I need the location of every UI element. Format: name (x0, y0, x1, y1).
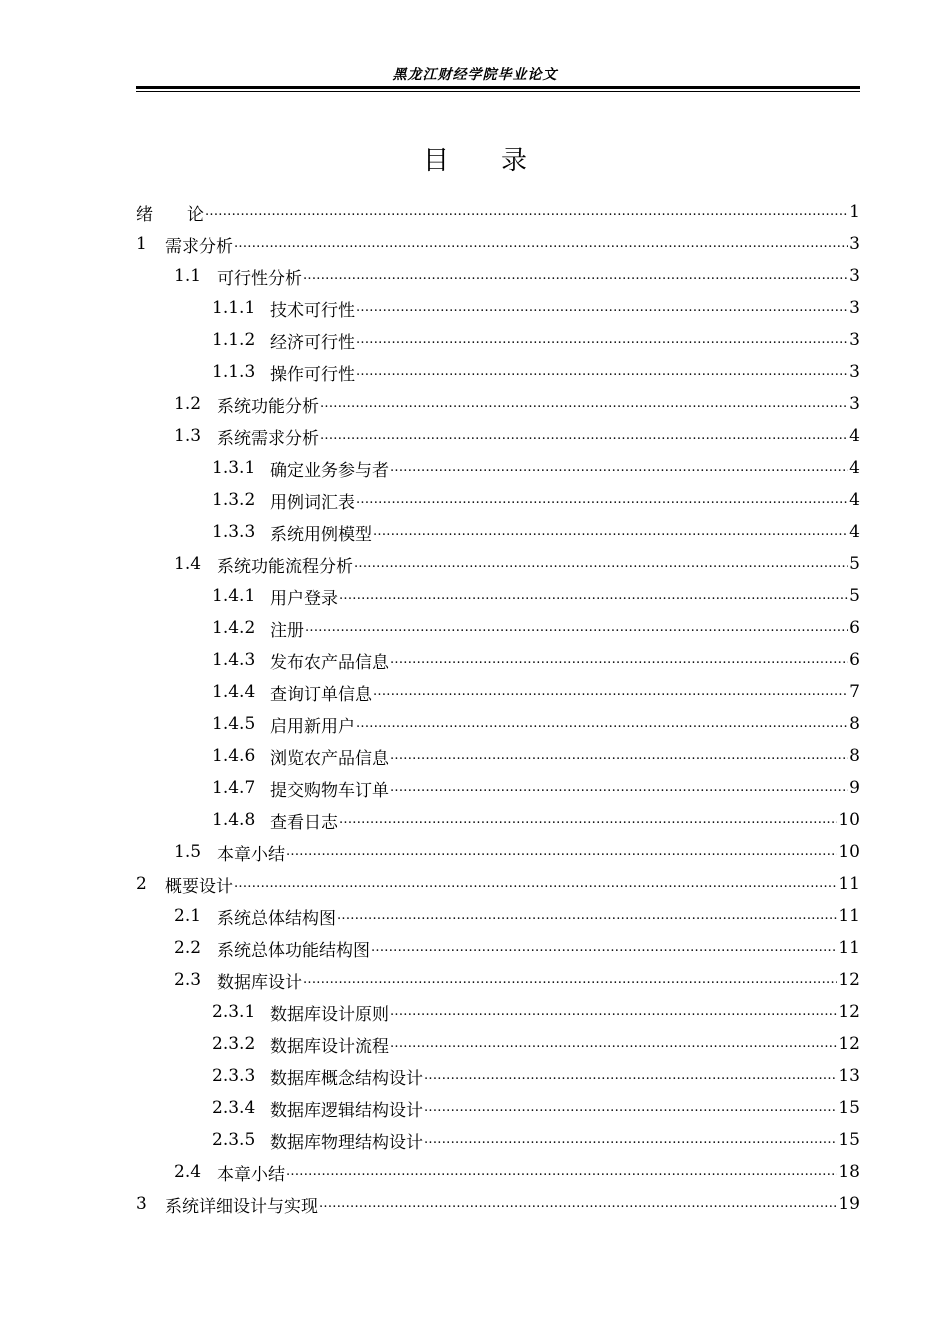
toc-entry-title: 提交购物车订单 (270, 780, 389, 801)
toc-entry-title: 系统总体功能结构图 (217, 940, 370, 961)
toc-entry[interactable] (136, 612, 860, 644)
toc-entry-title: 本章小结 (217, 1164, 285, 1185)
toc-entry-number: 2 (136, 874, 147, 894)
toc-entry-title: 需求分析 (165, 236, 233, 257)
toc-entry[interactable] (136, 676, 860, 708)
toc-entry[interactable] (136, 1092, 860, 1124)
toc-page-number: 13 (838, 1066, 860, 1086)
toc-entry-number: 1.2 (174, 394, 202, 414)
toc-entry-number: 3 (136, 1194, 147, 1214)
toc-entry[interactable] (136, 292, 860, 324)
toc-entry-number: 1.3.2 (212, 490, 256, 510)
header-rule-thin (136, 91, 860, 92)
toc-entry-number: 2.1 (174, 906, 202, 926)
toc-dot-leader (356, 364, 848, 381)
toc-page-number: 10 (838, 810, 860, 830)
toc-entry[interactable] (136, 1060, 860, 1092)
toc-dot-leader (319, 1196, 837, 1213)
toc-entry[interactable] (136, 516, 860, 548)
toc-page-number: 10 (838, 842, 860, 862)
toc-entry-title: 经济可行性 (270, 332, 355, 353)
toc-entry-number: 1.4.8 (212, 810, 256, 830)
toc-dot-leader (373, 524, 848, 541)
toc-entry[interactable] (136, 1028, 860, 1060)
toc-page-number: 11 (838, 938, 860, 958)
toc-entry[interactable] (136, 836, 860, 868)
toc-entry-number: 2.3 (174, 970, 202, 990)
toc-entry[interactable] (136, 580, 860, 612)
toc-entry-title: 可行性分析 (217, 268, 302, 289)
toc-dot-leader (390, 460, 848, 477)
toc-dot-leader (390, 1036, 837, 1053)
toc-dot-leader (373, 684, 848, 701)
toc-page-number: 3 (849, 298, 860, 318)
toc-entry-title: 系统需求分析 (217, 428, 319, 449)
toc-entry-title: 浏览农产品信息 (270, 748, 389, 769)
toc-entry-number: 1.3.1 (212, 458, 256, 478)
page-title: 目 录 (422, 146, 527, 176)
toc-entry-title: 系统用例模型 (270, 524, 372, 545)
toc-entry-title: 概要设计 (165, 876, 233, 897)
toc-page-number: 6 (849, 618, 860, 638)
toc-entry-number: 1.4.6 (212, 746, 256, 766)
toc-page-number: 7 (849, 682, 860, 702)
toc-entry-number: 1.1.2 (212, 330, 256, 350)
toc-dot-leader (339, 588, 848, 605)
toc-entry-number: 1.4 (174, 554, 202, 574)
toc-entry-number: 2.4 (174, 1162, 202, 1182)
toc-dot-leader (303, 972, 837, 989)
toc-entry-title: 系统总体结构图 (217, 908, 336, 929)
toc-entry[interactable] (136, 1124, 860, 1156)
toc-entry[interactable] (136, 388, 860, 420)
toc-entry-title: 查询订单信息 (270, 684, 372, 705)
toc-page-number: 19 (838, 1194, 860, 1214)
toc-dot-leader (424, 1068, 837, 1085)
toc-dot-leader (390, 748, 848, 765)
toc-dot-leader (356, 492, 848, 509)
toc-entry[interactable] (136, 324, 860, 356)
toc-entry-title: 系统功能分析 (217, 396, 319, 417)
toc-dot-leader (390, 652, 848, 669)
toc-entry-title: 发布农产品信息 (270, 652, 389, 673)
toc-page-number: 5 (849, 586, 860, 606)
toc-entry-title: 本章小结 (217, 844, 285, 865)
toc-dot-leader (303, 268, 848, 285)
toc-entry[interactable] (136, 900, 860, 932)
toc-entry-number: 1.4.5 (212, 714, 256, 734)
toc-page-number: 8 (849, 746, 860, 766)
toc-entry[interactable] (136, 1188, 860, 1220)
toc-entry-title: 数据库物理结构设计 (270, 1132, 423, 1153)
toc-page-number: 15 (838, 1130, 860, 1150)
toc-dot-leader (354, 556, 848, 573)
toc-entry-title: 数据库设计原则 (270, 1004, 389, 1025)
toc-entry-title: 系统详细设计与实现 (165, 1196, 318, 1217)
toc-dot-leader (356, 300, 848, 317)
toc-dot-leader (234, 236, 848, 253)
toc-dot-leader (337, 908, 837, 925)
toc-entry-number: 2.3.1 (212, 1002, 256, 1022)
toc-entry-title: 技术可行性 (270, 300, 355, 321)
toc-page-number: 9 (849, 778, 860, 798)
toc-entry[interactable] (136, 868, 860, 900)
toc-entry-number: 1.5 (174, 842, 202, 862)
toc-entry-number: 1.4.3 (212, 650, 256, 670)
toc-entry[interactable] (136, 228, 860, 260)
toc-entry-number: 1.4.1 (212, 586, 256, 606)
toc-entry-title: 数据库概念结构设计 (270, 1068, 423, 1089)
toc-entry[interactable] (136, 196, 860, 228)
toc-entry[interactable] (136, 964, 860, 996)
toc-page-number: 4 (849, 426, 860, 446)
toc-dot-leader (234, 876, 837, 893)
toc-entry[interactable] (136, 1156, 860, 1188)
toc-dot-leader (286, 844, 837, 861)
toc-dot-leader (305, 620, 848, 637)
toc-page-number: 3 (849, 234, 860, 254)
running-header-title: 黑龙江财经学院毕业论文 (392, 67, 558, 83)
toc-page-number: 3 (849, 330, 860, 350)
toc-dot-leader (339, 812, 837, 829)
toc-page-number: 4 (849, 458, 860, 478)
toc-page-number: 5 (849, 554, 860, 574)
toc-page-number: 12 (838, 970, 860, 990)
toc-entry-title: 查看日志 (270, 812, 338, 833)
toc-dot-leader (320, 396, 848, 413)
toc-entry[interactable] (136, 548, 860, 580)
toc-dot-leader (371, 940, 837, 957)
toc-dot-leader (286, 1164, 837, 1181)
toc-entry-number: 1.1.1 (212, 298, 256, 318)
toc-entry[interactable] (136, 452, 860, 484)
toc-dot-leader (320, 428, 848, 445)
toc-entry[interactable] (136, 804, 860, 836)
toc-entry[interactable] (136, 932, 860, 964)
toc-page-number: 8 (849, 714, 860, 734)
toc-dot-leader (356, 332, 848, 349)
toc-entry[interactable] (136, 356, 860, 388)
toc-page-number: 6 (849, 650, 860, 670)
toc-dot-leader (390, 780, 848, 797)
toc-page-number: 4 (849, 522, 860, 542)
toc-page-number: 12 (838, 1034, 860, 1054)
toc-dot-leader (424, 1100, 837, 1117)
toc-entry-number: 1.3.3 (212, 522, 256, 542)
toc-entry-number: 1.1 (174, 266, 202, 286)
toc-page-number: 3 (849, 362, 860, 382)
header-rule-thick (136, 86, 860, 89)
toc-entry[interactable] (136, 996, 860, 1028)
table-of-contents (136, 196, 860, 1220)
toc-entry[interactable] (136, 708, 860, 740)
toc-dot-leader (356, 716, 848, 733)
toc-entry-title: 绪 论 (136, 204, 204, 225)
toc-dot-leader (424, 1132, 837, 1149)
toc-page-number: 3 (849, 394, 860, 414)
toc-entry-number: 1.1.3 (212, 362, 256, 382)
toc-page-number: 3 (849, 266, 860, 286)
toc-entry-title: 用例词汇表 (270, 492, 355, 513)
toc-entry-number: 1.3 (174, 426, 202, 446)
toc-entry-number: 2.3.3 (212, 1066, 256, 1086)
toc-entry[interactable] (136, 644, 860, 676)
toc-dot-leader (205, 204, 848, 221)
toc-page-number: 15 (838, 1098, 860, 1118)
toc-page-number: 4 (849, 490, 860, 510)
toc-entry-number: 1 (136, 234, 147, 254)
toc-entry-title: 数据库设计流程 (270, 1036, 389, 1057)
toc-entry[interactable] (136, 484, 860, 516)
toc-entry-number: 2.3.2 (212, 1034, 256, 1054)
toc-entry-title: 数据库逻辑结构设计 (270, 1100, 423, 1121)
toc-page-number: 12 (838, 1002, 860, 1022)
toc-entry-title: 确定业务参与者 (270, 460, 389, 481)
toc-entry-title: 用户登录 (270, 588, 338, 609)
toc-entry-number: 2.2 (174, 938, 202, 958)
toc-entry-title: 注册 (270, 620, 304, 641)
toc-entry-title: 数据库设计 (217, 972, 302, 993)
toc-entry-title: 操作可行性 (270, 364, 355, 385)
toc-entry-number: 1.4.7 (212, 778, 256, 798)
toc-page-number: 1 (849, 202, 860, 222)
toc-entry-number: 1.4.4 (212, 682, 256, 702)
toc-dot-leader (390, 1004, 837, 1021)
toc-entry-number: 2.3.4 (212, 1098, 256, 1118)
toc-entry-number: 1.4.2 (212, 618, 256, 638)
toc-entry-title: 系统功能流程分析 (217, 556, 353, 577)
toc-page-number: 11 (838, 906, 860, 926)
toc-page-number: 11 (838, 874, 860, 894)
toc-entry[interactable] (136, 740, 860, 772)
toc-entry[interactable] (136, 260, 860, 292)
toc-entry[interactable] (136, 772, 860, 804)
toc-page-number: 18 (838, 1162, 860, 1182)
toc-entry[interactable] (136, 420, 860, 452)
toc-entry-title: 启用新用户 (270, 716, 355, 737)
toc-entry-number: 2.3.5 (212, 1130, 256, 1150)
